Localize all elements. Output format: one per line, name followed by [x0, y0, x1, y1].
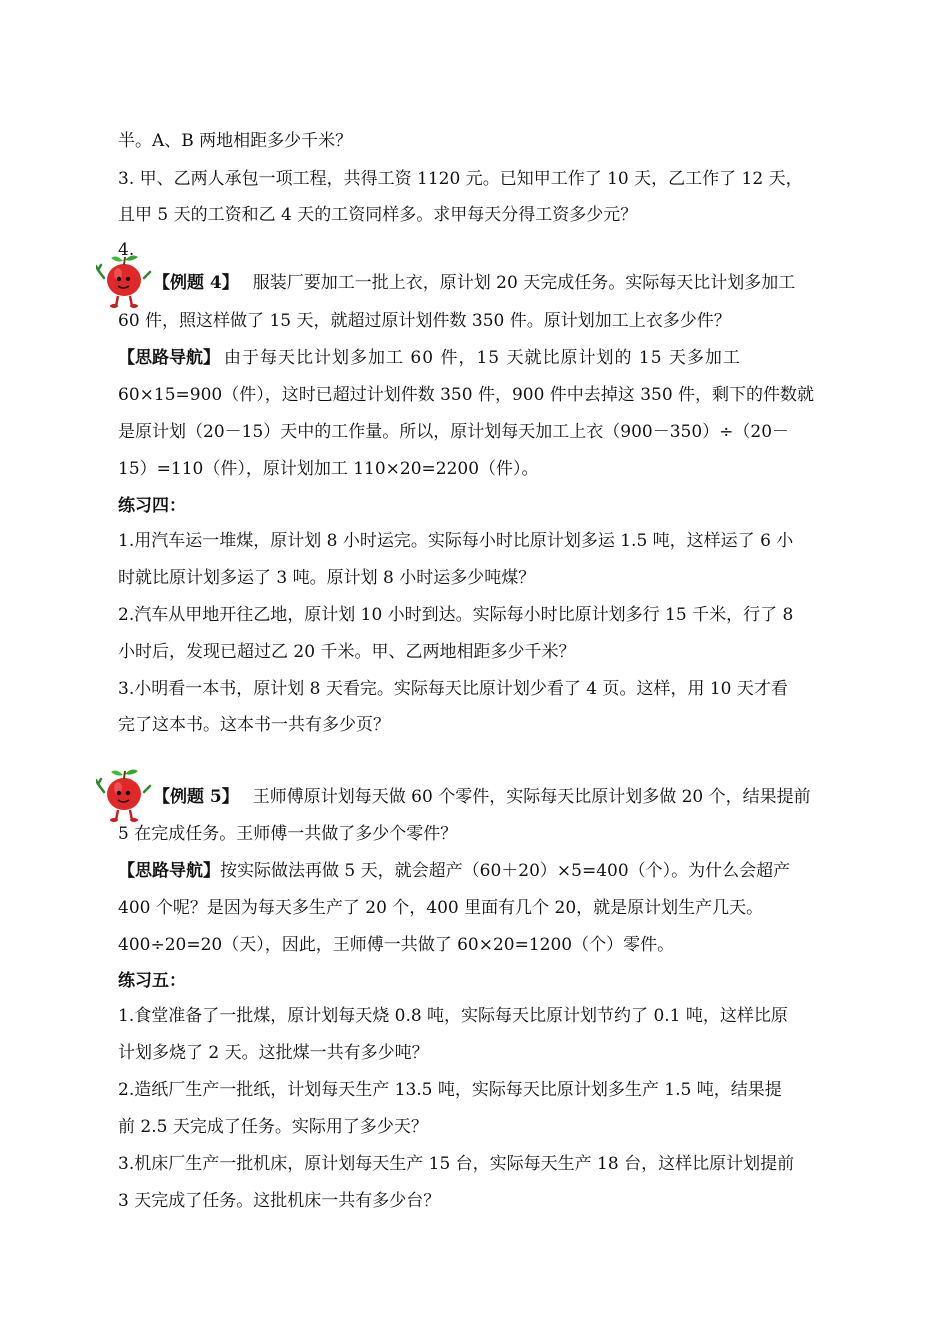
hint-4-text: 是原计划（20－15）天中的工作量。所以，原计划每天加工上衣（900－350）÷（20－: [118, 422, 790, 442]
practice-4-q3: 完了这本书。这本书一共有多少页？: [118, 715, 390, 735]
example-4-label: 【例题 4】: [153, 273, 239, 293]
problem-4-number: 4.: [118, 240, 135, 260]
hint-5-text: 按实际做法再做 5 天，就会超产（60＋20）×5=400（个）。为什么会超产: [220, 861, 791, 881]
example-4-header: [153, 270, 795, 296]
problem-3-line: 且甲 5 天的工资和乙 4 天的工资同样多。求甲每天分得工资多少元？: [118, 205, 638, 225]
hint-4-text: 60×15=900（件），这时已超过计划件数 350 件，900 件中去掉这 350 件，剩下的件数就: [118, 385, 815, 405]
hint-4-line: [118, 345, 741, 371]
hint-4-label: 【思路导航】: [118, 348, 220, 368]
practice-4-q2: 2.汽车从甲地开往乙地，原计划 10 小时到达。实际每小时比原计划多行 15 千米，行了 8: [118, 605, 794, 625]
apple-mascot-icon: [96, 248, 152, 308]
hint-5-line: [118, 858, 790, 884]
hint-4-text: 15）=110（件），原计划加工 110×20=2200（件）。: [118, 459, 539, 479]
paragraph-line: 半。A、B 两地相距多少千米？: [118, 131, 353, 151]
example-5-header: [153, 784, 811, 810]
practice-4-q3: 3.小明看一本书，原计划 8 天看完。实际每天比原计划少看了 4 页。这样，用 10 天才看: [118, 679, 788, 699]
practice-5-title: 练习五：: [118, 971, 186, 991]
hint-5-text: 400÷20=20（天），因此，王师傅一共做了 60×20=1200（个）零件。: [118, 935, 675, 955]
practice-5-q1: 1.食堂准备了一批煤，原计划每天烧 0.8 吨，实际每天比原计划节约了 0.1 吨，这样比原: [118, 1006, 788, 1026]
apple-mascot-icon: [96, 762, 152, 822]
practice-5-q2: 前 2.5 天完成了任务。实际用了多少天？: [118, 1117, 428, 1137]
practice-5-q3: 3.机床厂生产一批机床，原计划每天生产 15 台，实际每天生产 18 台，这样比原计划提前: [118, 1154, 795, 1174]
practice-4-title: 练习四：: [118, 496, 186, 516]
practice-4-q2: 小时后，发现已超过乙 20 千米。甲、乙两地相距多少千米？: [118, 642, 576, 662]
practice-5-q3: 3 天完成了任务。这批机床一共有多少台？: [118, 1191, 441, 1211]
example-4-text: 服装厂要加工一批上衣，原计划 20 天完成任务。实际每天比计划多加工: [252, 273, 796, 293]
example-5-text: 5 在完成任务。王师傅一共做了多少个零件？: [118, 824, 458, 844]
hint-5-text: 400 个呢？是因为每天多生产了 20 个，400 里面有几个 20，就是原计划生产几天。: [118, 898, 764, 918]
practice-4-q1: 时就比原计划多运了 3 吨。原计划 8 小时运多少吨煤？: [118, 568, 536, 588]
example-5-label: 【例题 5】: [153, 787, 239, 807]
hint-4-text: 由于每天比计划多加工 60 件，15 天就比原计划的 15 天多加工: [224, 348, 741, 368]
problem-3-line: 3. 甲、乙两人承包一项工程，共得工资 1120 元。已知甲工作了 10 天，乙工作了 12 天，: [118, 169, 803, 189]
practice-5-q1: 计划多烧了 2 天。这批煤一共有多少吨？: [118, 1043, 429, 1063]
example-4-text: 60 件，照这样做了 15 天，就超过原计划件数 350 件。原计划加工上衣多少件？: [118, 311, 731, 331]
example-5-text: 王师傅原计划每天做 60 个零件，实际每天比原计划多做 20 个，结果提前: [252, 787, 811, 807]
practice-4-q1: 1.用汽车运一堆煤，原计划 8 小时运完。实际每小时比原计划多运 1.5 吨，这样运了 6 小: [118, 531, 794, 551]
practice-5-q2: 2.造纸厂生产一批纸，计划每天生产 13.5 吨，实际每天比原计划多生产 1.5 吨，结果提: [118, 1080, 782, 1100]
hint-5-label: 【思路导航】: [118, 861, 220, 881]
